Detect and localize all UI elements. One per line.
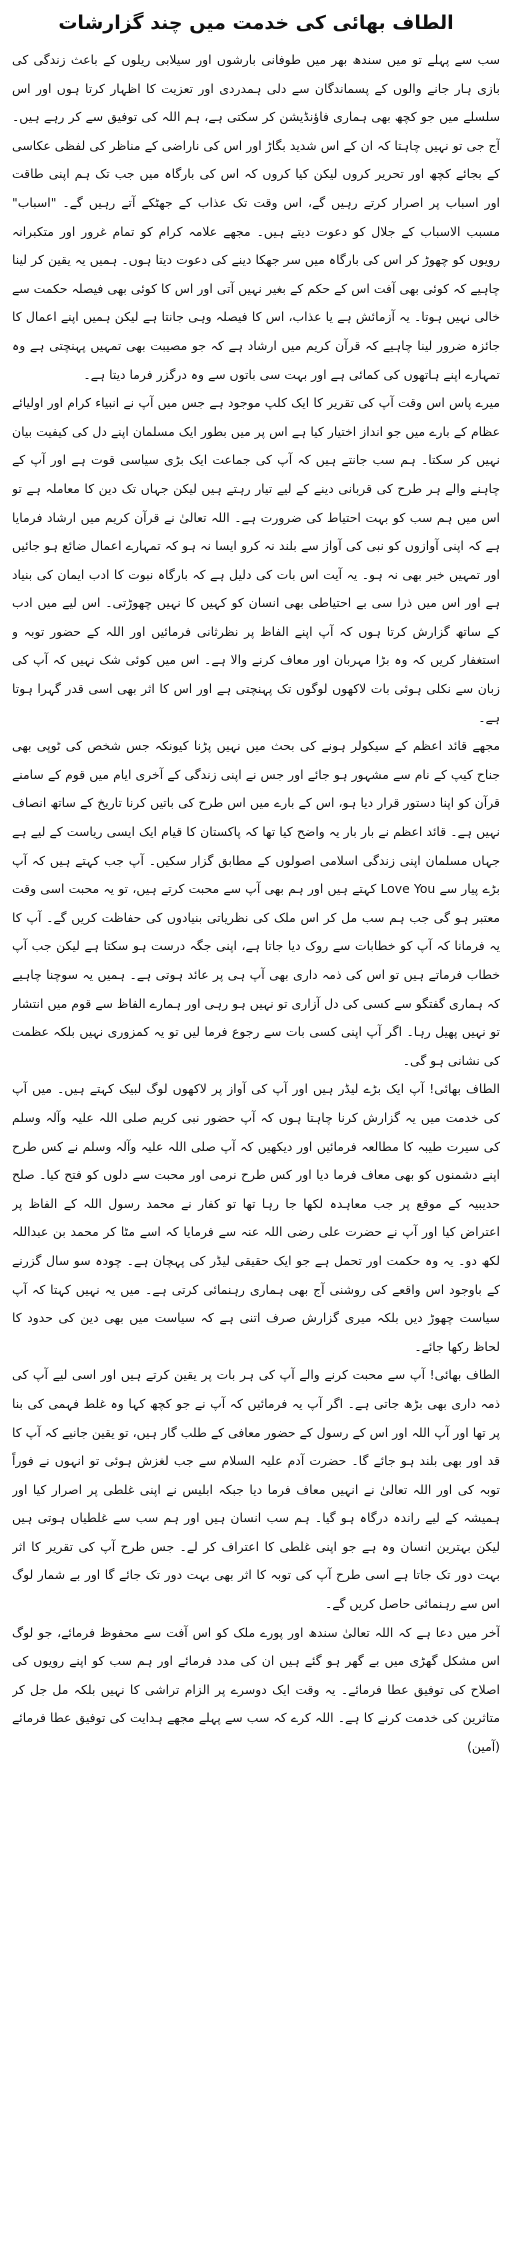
article-paragraph: الطاف بھائی! آپ سے محبت کرنے والے آپ کی ہر بات پر یقین کرتے ہیں اور اسی لیے آپ کی ذمہ داری بھی بڑھ جاتی ہے۔ اگر آپ یہ فرمائیں کہ آپ نے جو کچھ کہا وہ غلط فہمی کی بنا پر تھا اور آپ اللہ اور اس کے رسول کے حضور معافی کے طلب گار ہیں، تو یقین جانیے کہ آپ کا قد اور بھی بلند ہو جائے گا۔ حضرت آدم علیہ السلام سے جب لغزش ہوئی تو انہوں نے فوراً توبہ کی اور اللہ تعالیٰ نے انہیں معاف فرما دیا جبکہ ابلیس نے اپنی غلطی پر اصرار کیا اور ہمیشہ کے لیے راندہ درگاہ ہو گیا۔ ہم سب انسان ہیں اور ہم سب سے غلطیاں ہوتی ہیں لیکن بہترین انسان وہ ہے جو اپنی غلطی کا اعتراف کر لے۔ جس طرح آپ کی تقریر کا اثر بہت دور تک جاتا ہے اسی طرح آپ کی توبہ کا اثر بھی بہت دور تک جائے گا اور بے شمار لوگ اس سے رہنمائی حاصل کریں گے۔: [12, 1367, 500, 1612]
article-paragraph: آخر میں دعا ہے کہ اللہ تعالیٰ سندھ اور پورے ملک کو اس آفت سے محفوظ فرمائے، جو لوگ اس مشکل گھڑی میں بے گھر ہو گئے ہیں ان کی مدد فرمائے اور ہم سب کو اپنے رویوں کی اصلاح کی توفیق عطا فرمائے۔ یہ وقت ایک دوسرے پر الزام تراشی کا نہیں بلکہ مل جل کر متاثرین کی خدمت کرنے کا ہے۔ اللہ کرے کہ سب سے پہلے مجھے ہدایت کی توفیق عطا فرمائے (آمین): [12, 1624, 500, 1755]
article-paragraph: میرے پاس اس وقت آپ کی تقریر کا ایک کلپ موجود ہے جس میں آپ نے انبیاء کرام اور اولیائے عظام کے بارے میں جو انداز اختیار کیا ہے اس پر میں بطور ایک مسلمان اپنے دل کی کیفیت بیان نہیں کر سکتا۔ ہم سب جانتے ہیں کہ آپ کی جماعت ایک بڑی سیاسی قوت ہے اور آپ کے چاہنے والے ہر طرح کی قربانی دینے کے لیے تیار رہتے ہیں لیکن جہاں تک دین کا معاملہ ہے تو اس میں ہم سب کو بہت احتیاط کی ضرورت ہے۔ اللہ تعالیٰ نے قرآن کریم میں ارشاد فرمایا ہے کہ اپنی آوازوں کو نبی کی آواز سے بلند نہ کرو ایسا نہ ہو کہ تمہارے اعمال ضائع ہو جائیں اور تمہیں خبر بھی نہ ہو۔ یہ آیت اس بات کی دلیل ہے کہ بارگاہ نبوت کا ادب ایمان کی بنیاد ہے اور اس میں ذرا سی بے احتیاطی بھی انسان کو کہیں کا نہیں چھوڑتی۔ اس لیے میں ادب کے ساتھ گزارش کرتا ہوں کہ آپ اپنے الفاظ پر نظرثانی فرمائیں اور اللہ کے حضور توبہ و استغفار کریں کہ وہ بڑا مہربان اور معاف کرنے والا ہے۔ اس میں کوئی شک نہیں کہ آپ کی زبان سے نکلی ہوئی بات لاکھوں لوگوں تک پہنچتی ہے اور اس کا اثر بھی اسی قدر گہرا ہوتا ہے۔: [12, 395, 500, 725]
article-paragraph: سب سے پہلے تو میں سندھ بھر میں طوفانی بارشوں اور سیلابی ریلوں کے باعث زندگی کی بازی ہار جانے والوں کے پسماندگان سے دلی ہمدردی اور تعزیت کا اظہار کرتا ہوں اور اس سلسلے میں جو کچھ بھی ہماری فاؤنڈیشن کر سکتی ہے، ہم اللہ کی توفیق سے کر رہے ہیں۔ آج جی تو نہیں چاہتا کہ ان کے اس شدید بگاڑ اور اس کی ناراضی کے مناظر کی لفظی عکاسی کے بجائے کچھ اور تحریر کروں لیکن کیا کروں کہ اس کی بارگاہ میں جب تک ہم اپنی طاقت اور اسباب پر اصرار کرتے رہیں گے، اس وقت تک عذاب کے جھٹکے آتے رہیں گے۔ "اسباب" مسبب الاسباب کے جلال کو دعوت دیتے ہیں۔ مجھے علامہ کرام کو تمام غرور اور متکبرانہ رویوں کو چھوڑ کر اس کی بارگاہ میں سر جھکا دینے کی دعوت دیتا ہوں۔ ہمیں یہ یقین کر لینا چاہیے کہ کوئی بھی آفت اس کے حکم کے بغیر نہیں آتی اور اس کا کوئی بھی فیصلہ حکمت سے خالی نہیں ہوتا۔ یہ آزمائش ہے یا عذاب، اس کا فیصلہ وہی جانتا ہے لیکن ہمیں اپنے اعمال کا جائزہ ضرور لینا چاہیے کہ قرآن کریم میں ارشاد ہے کہ جو مصیبت بھی تمہیں پہنچتی ہے وہ تمہارے اپنے ہاتھوں کی کمائی ہے اور بہت سی باتوں سے وہ درگزر فرما دیتا ہے۔: [12, 52, 500, 382]
article-body: [12, 46, 500, 1762]
article-title: الطاف بھائی کی خدمت میں چند گزارشات: [58, 12, 454, 34]
article-paragraph: الطاف بھائی! آپ ایک بڑے لیڈر ہیں اور آپ کی آواز پر لاکھوں لوگ لبیک کہتے ہیں۔ میں آپ کی خدمت میں یہ گزارش کرنا چاہتا ہوں کہ آپ حضور نبی کریم صلی اللہ علیہ وآلہ وسلم کی سیرت طیبہ کا مطالعہ فرمائیں اور دیکھیں کہ آپ صلی اللہ علیہ وآلہ وسلم نے کس طرح اپنے دشمنوں کو بھی معاف فرما دیا اور کس طرح نرمی اور محبت سے دلوں کو فتح کیا۔ صلح حدیبیہ کے موقع پر جب معاہدہ لکھا جا رہا تھا تو کفار نے محمد رسول اللہ کے الفاظ پر اعتراض کیا اور آپ نے حضرت علی رضی اللہ عنہ سے فرمایا کہ اسے مٹا کر محمد بن عبداللہ لکھ دو۔ یہ وہ حکمت اور تحمل ہے جو ایک حقیقی لیڈر کی پہچان ہے۔ چودہ سو سال گزرنے کے باوجود اس واقعے کی روشنی آج بھی ہماری رہنمائی کرتی ہے۔ میں یہ نہیں کہتا کہ آپ سیاست چھوڑ دیں بلکہ میری گزارش صرف اتنی ہے کہ سیاست میں بھی دین کی حدود کا لحاظ رکھا جائے۔: [12, 1081, 500, 1354]
article-paragraph: مجھے قائد اعظم کے سیکولر ہونے کی بحث میں نہیں پڑنا کیونکہ جس شخص کی ٹوپی بھی جناح کیپ کے نام سے مشہور ہو جائے اور جس نے اپنی زندگی کے آخری ایام میں قوم کے سامنے قرآن کو اپنا دستور قرار دیا ہو، اس کے بارے میں اس طرح کی باتیں کرنا تاریخ کے ساتھ انصاف نہیں ہے۔ قائد اعظم نے بار بار یہ واضح کیا تھا کہ پاکستان کا قیام ایک ایسی ریاست کے لیے ہے جہاں مسلمان اپنی زندگی اسلامی اصولوں کے مطابق گزار سکیں۔ آپ جب کہتے ہیں کہ آپ بڑے پیار سے Love You کہتے ہیں اور ہم بھی آپ سے محبت کرتے ہیں، تو یہ محبت اسی وقت معتبر ہو گی جب ہم سب مل کر اس ملک کی نظریاتی بنیادوں کی حفاظت کریں گے۔ آپ کا یہ فرمانا کہ آپ کو خطابات سے روک دیا جاتا ہے، اپنی جگہ درست ہو سکتا ہے لیکن جب آپ خطاب فرماتے ہیں تو اس کی ذمہ داری بھی آپ ہی پر عائد ہوتی ہے۔ ہمیں یہ سوچنا چاہیے کہ ہماری گفتگو سے کسی کی دل آزاری تو نہیں ہو رہی اور ہمارے الفاظ سے قوم میں انتشار تو نہیں پھیل رہا۔ اگر آپ اپنی کسی بات سے رجوع فرما لیں تو یہ کمزوری نہیں بلکہ عظمت کی نشانی ہو گی۔: [12, 738, 500, 1068]
